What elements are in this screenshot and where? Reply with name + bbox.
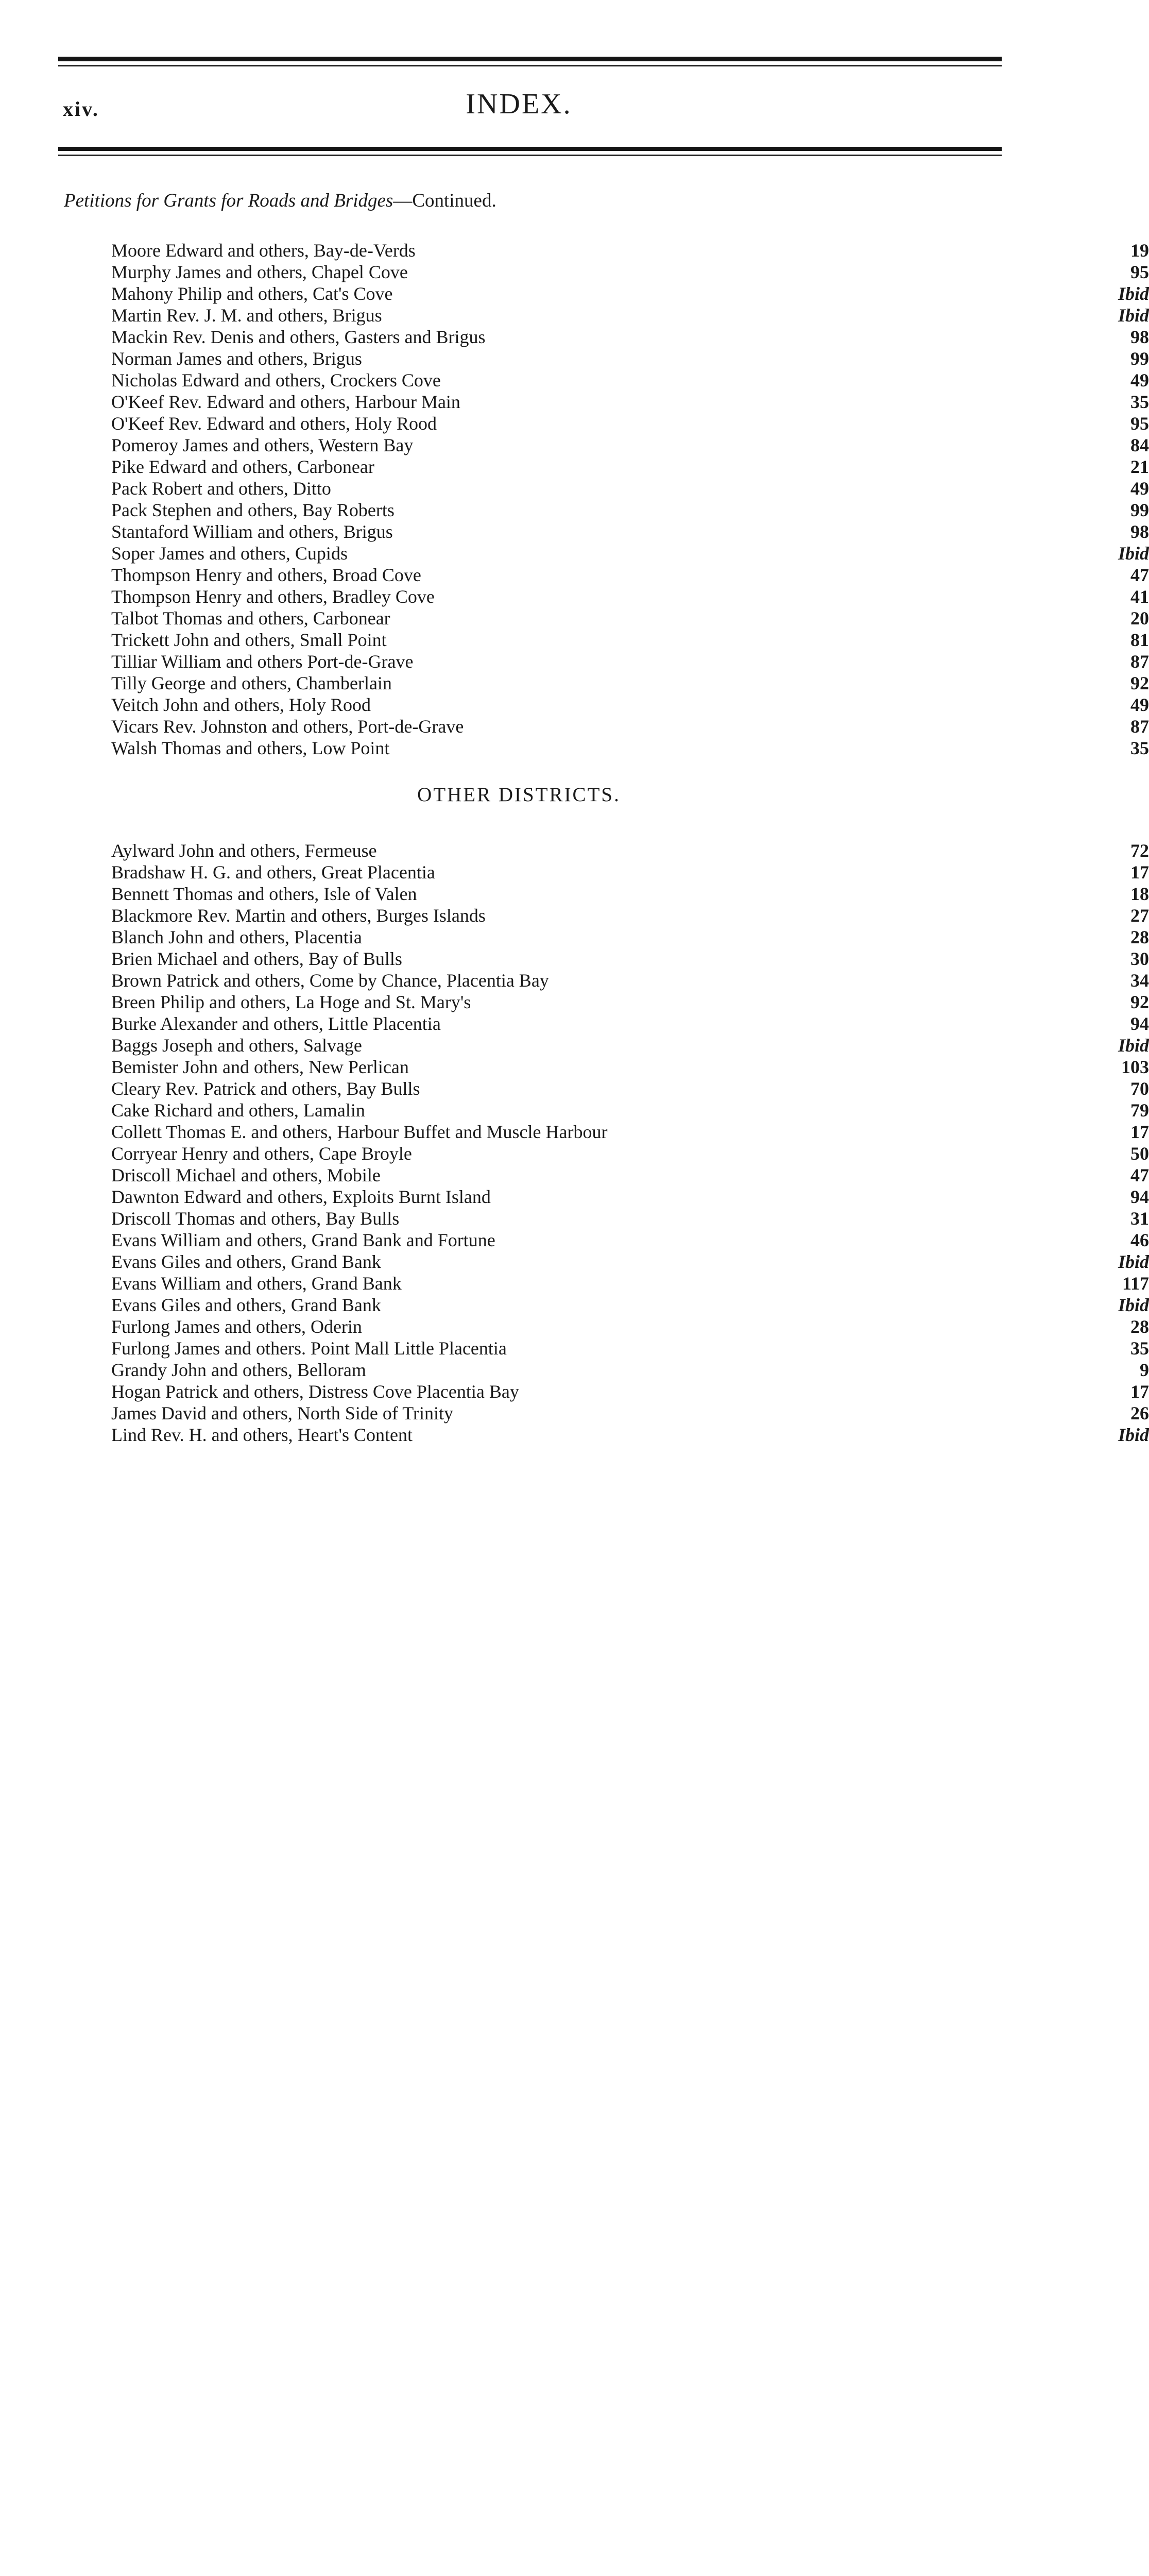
index-entry [111,1143,1149,1164]
entry-page-ref: 19 [1130,240,1149,261]
index-entry [111,240,1149,261]
index-entry [111,434,1149,456]
entry-page-ref: Ibid [1118,283,1149,304]
index-entry [111,861,1149,883]
entry-name: Moore Edward and others, Bay-de-Verds [111,240,416,261]
entry-page-ref: 92 [1130,673,1149,693]
index-entry [111,478,1149,499]
index-entry [111,369,1149,391]
index-entry [111,521,1149,543]
entry-page-ref: 47 [1130,1165,1149,1185]
entry-page-ref: 98 [1130,327,1149,347]
entry-page-ref: 95 [1130,413,1149,434]
index-entry [111,1121,1149,1143]
index-entry [111,1337,1149,1359]
index-entry [111,261,1149,283]
page-number: xiv. [63,97,99,121]
entry-page-ref: Ibid [1118,1251,1149,1272]
index-entry [111,1186,1149,1208]
index-entry [111,1035,1149,1056]
entry-page-ref: 84 [1130,435,1149,455]
index-entry [111,1056,1149,1078]
entry-name: Thompson Henry and others, Bradley Cove [111,586,435,607]
index-entry [111,1294,1149,1316]
header-rule-thin [58,65,1002,66]
entry-page-ref: 99 [1130,500,1149,520]
index-entry [111,926,1149,948]
entry-name: Aylward John and others, Fermeuse [111,840,377,861]
entry-name: Martin Rev. J. M. and others, Brigus [111,305,382,326]
entry-page-ref: 81 [1130,630,1149,650]
entry-name: O'Keef Rev. Edward and others, Holy Rood [111,413,437,434]
entry-page-ref: 87 [1130,651,1149,672]
entry-page-ref: 98 [1130,521,1149,542]
entry-name: Furlong James and others, Oderin [111,1316,362,1337]
index-entry [111,1273,1149,1294]
entry-name: Dawnton Edward and others, Exploits Burnt Island [111,1187,491,1207]
index-entry [111,991,1149,1013]
index-entry [111,1359,1149,1381]
section-heading-suffix: —Continued. [393,190,496,211]
entry-name: Walsh Thomas and others, Low Point [111,738,390,758]
index-entry [111,348,1149,369]
entry-name: Bradshaw H. G. and others, Great Placentia [111,862,435,883]
entry-list-roads-bridges [111,240,1149,759]
entry-name: Murphy James and others, Chapel Cove [111,262,408,282]
title-rule-thick [58,147,1002,151]
entry-page-ref: 47 [1130,565,1149,585]
index-entry [111,456,1149,478]
entry-name: Evans William and others, Grand Bank and Fortune [111,1230,495,1250]
entry-page-ref: 50 [1130,1143,1149,1164]
title-rule-thin [58,155,1002,156]
entry-page-ref: 103 [1121,1057,1149,1077]
index-entry [111,304,1149,326]
entry-page-ref: 72 [1130,840,1149,861]
index-entry [111,1208,1149,1229]
index-entry [111,586,1149,607]
entry-name: Lind Rev. H. and others, Heart's Content [111,1425,413,1445]
entry-name: Pomeroy James and others, Western Bay [111,435,414,455]
entry-page-ref: 17 [1130,862,1149,883]
entry-name: Hogan Patrick and others, Distress Cove Placentia Bay [111,1381,519,1402]
index-entry [111,1099,1149,1121]
entry-page-ref: Ibid [1118,1035,1149,1056]
entry-page-ref: 94 [1130,1013,1149,1034]
index-entry [111,1251,1149,1273]
entry-page-ref: 9 [1140,1360,1149,1380]
index-entry [111,672,1149,694]
entry-name: Blackmore Rev. Martin and others, Burges Islands [111,905,486,926]
entry-page-ref: 99 [1130,348,1149,369]
index-entry [111,1078,1149,1099]
entry-name: Mahony Philip and others, Cat's Cove [111,283,393,304]
entry-name: Evans Giles and others, Grand Bank [111,1251,381,1272]
entry-name: Evans William and others, Grand Bank [111,1273,402,1294]
index-entry [111,651,1149,672]
entry-page-ref: 34 [1130,970,1149,991]
entry-name: Trickett John and others, Small Point [111,630,387,650]
entry-name: Breen Philip and others, La Hoge and St. Mary's [111,992,471,1012]
index-entry [111,840,1149,861]
entry-page-ref: 49 [1130,478,1149,499]
entry-page-ref: 27 [1130,905,1149,926]
entry-page-ref: 31 [1130,1208,1149,1229]
entry-name: James David and others, North Side of Trinity [111,1403,453,1423]
entry-name: Grandy John and others, Belloram [111,1360,366,1380]
entry-name: Talbot Thomas and others, Carbonear [111,608,390,629]
entry-page-ref: 49 [1130,694,1149,715]
index-entry [111,543,1149,564]
entry-name: Pike Edward and others, Carbonear [111,456,374,477]
entry-page-ref: 95 [1130,262,1149,282]
entry-page-ref: 30 [1130,948,1149,969]
index-entry [111,1316,1149,1337]
entry-page-ref: 92 [1130,992,1149,1012]
entry-name: Tilliar William and others Port-de-Grave [111,651,414,672]
entry-page-ref: Ibid [1118,1425,1149,1445]
entry-name: Brien Michael and others, Bay of Bulls [111,948,402,969]
entry-page-ref: 46 [1130,1230,1149,1250]
entry-page-ref: 79 [1130,1100,1149,1121]
entry-name: Stantaford William and others, Brigus [111,521,393,542]
section-heading-lead: Petitions for Grants for Roads and Bridges [64,190,393,211]
index-entry [111,1013,1149,1035]
index-entry [111,1164,1149,1186]
entry-page-ref: 87 [1130,716,1149,737]
index-entry [111,694,1149,716]
entry-name: Blanch John and others, Placentia [111,927,362,947]
index-entry [111,737,1149,759]
entry-name: Veitch John and others, Holy Rood [111,694,371,715]
section-heading [64,190,496,212]
entry-page-ref: 94 [1130,1187,1149,1207]
index-entry [111,391,1149,413]
index-entry [111,1424,1149,1446]
entry-page-ref: 41 [1130,586,1149,607]
index-entry [111,883,1149,905]
page-title: INDEX. [466,88,572,120]
entry-name: Driscoll Michael and others, Mobile [111,1165,381,1185]
entry-name: Furlong James and others. Point Mall Little Placentia [111,1338,507,1359]
index-entry [111,1402,1149,1424]
entry-name: Evans Giles and others, Grand Bank [111,1295,381,1315]
entry-name: Baggs Joseph and others, Salvage [111,1035,362,1056]
entry-page-ref: 26 [1130,1403,1149,1423]
entry-name: Vicars Rev. Johnston and others, Port-de-Grave [111,716,464,737]
entry-page-ref: 18 [1130,884,1149,904]
entry-page-ref: 35 [1130,1338,1149,1359]
entry-page-ref: 17 [1130,1381,1149,1402]
entry-name: Thompson Henry and others, Broad Cove [111,565,421,585]
entry-name: Corryear Henry and others, Cape Broyle [111,1143,412,1164]
index-entry [111,948,1149,970]
entry-name: Cleary Rev. Patrick and others, Bay Bulls [111,1078,420,1099]
entry-name: Nicholas Edward and others, Crockers Cove [111,370,441,391]
index-entry [111,413,1149,434]
entry-page-ref: 21 [1130,456,1149,477]
entry-name: Bennett Thomas and others, Isle of Valen [111,884,417,904]
index-entry [111,1229,1149,1251]
entry-name: Pack Stephen and others, Bay Roberts [111,500,395,520]
entry-name: Driscoll Thomas and others, Bay Bulls [111,1208,400,1229]
entry-page-ref: Ibid [1118,305,1149,326]
index-entry [111,326,1149,348]
entry-name: Mackin Rev. Denis and others, Gasters and Brigus [111,327,486,347]
entry-name: O'Keef Rev. Edward and others, Harbour Main [111,392,460,412]
index-entry [111,716,1149,737]
index-entry [111,607,1149,629]
entry-name: Brown Patrick and others, Come by Chance, Placentia Bay [111,970,549,991]
entry-page-ref: 28 [1130,927,1149,947]
entry-name: Bemister John and others, New Perlican [111,1057,409,1077]
entry-page-ref: 28 [1130,1316,1149,1337]
entry-name: Norman James and others, Brigus [111,348,362,369]
entry-page-ref: 35 [1130,392,1149,412]
index-entry [111,499,1149,521]
subheading-other-districts: OTHER DISTRICTS. [417,784,621,806]
entry-name: Burke Alexander and others, Little Placentia [111,1013,441,1034]
entry-page-ref: 20 [1130,608,1149,629]
entry-name: Collett Thomas E. and others, Harbour Buffet and Muscle Harbour [111,1122,608,1142]
entry-name: Cake Richard and others, Lamalin [111,1100,365,1121]
header-rule-thick [58,57,1002,61]
index-entry [111,905,1149,926]
entry-name: Soper James and others, Cupids [111,543,348,564]
entry-page-ref: Ibid [1118,1295,1149,1315]
index-entry [111,283,1149,304]
entry-page-ref: 70 [1130,1078,1149,1099]
entry-page-ref: 17 [1130,1122,1149,1142]
entry-name: Tilly George and others, Chamberlain [111,673,392,693]
index-entry [111,629,1149,651]
entry-page-ref: 117 [1122,1273,1149,1294]
entry-list-other-districts [111,840,1149,1446]
index-entry [111,564,1149,586]
entry-page-ref: 35 [1130,738,1149,758]
entry-page-ref: Ibid [1118,543,1149,564]
index-entry [111,970,1149,991]
entry-name: Pack Robert and others, Ditto [111,478,331,499]
index-entry [111,1381,1149,1402]
entry-page-ref: 49 [1130,370,1149,391]
